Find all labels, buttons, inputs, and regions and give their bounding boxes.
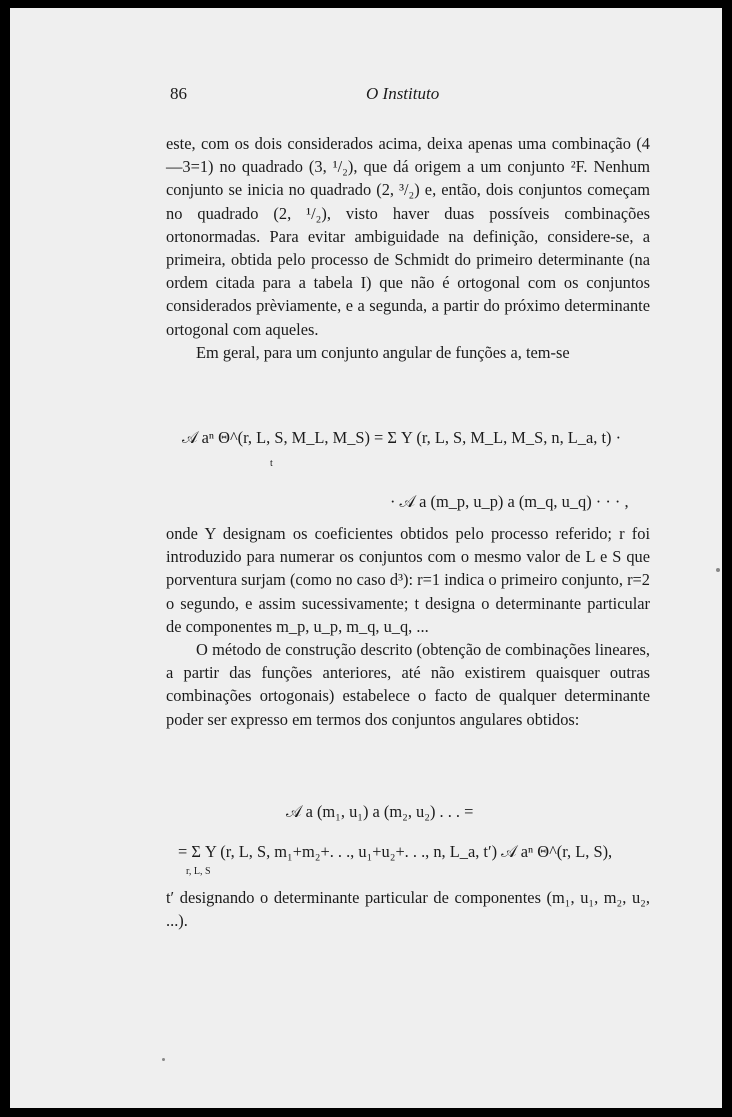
equation-1-sum-index: t [270, 458, 273, 469]
equation-1-line-2: · 𝒜 a (m_p, u_p) a (m_q, u_q) · · · , [390, 492, 629, 511]
paragraph-definitions: onde Y designam os coeficientes obtidos pelo processo referido; r foi introduzido para numerar os conjuntos com o mesmo valor de L e S que porventura surjam (como no caso d³): r=1 indica o primeiro conjunto, r=2 o segundo, e assim sucessivamente; t designa o determinante particular de componentes m_p, u_p, m_q, u_q, ... [166, 524, 650, 636]
equation-2-sum-index: r, L, S [186, 866, 211, 877]
equation-1-line-1: 𝒜 aⁿ Θ^(r, L, S, M_L, M_S) = Σ Y (r, L, S, M_L, M_S, n, L_a, t) · [182, 428, 622, 447]
scan-speck [716, 568, 720, 572]
paragraph-continuation: este, com os dois considerados acima, deixa apenas uma combinação (4—3=1) no quadrado (3, ¹/₂), que dá origem a um conjunto ²F. Nenhum conjunto se inicia no quadrado (2, ³/₂) e, então, dois conjuntos começam no quadrado (2, ¹/₂), visto haver duas possíveis combinações ortonormadas. Para evitar ambiguidade na definição, considere-se, a primeira, obtida pelo processo de Schmidt do primeiro determinante (na ordem citada para a tabela I) que não é ortogonal com os conjuntos considerados prèviamente, e a segunda, a partir do próximo determinante ortogonal com aqueles. [166, 134, 650, 339]
body-text-top [166, 132, 650, 364]
paragraph-closing: t′ designando o determinante particular de componentes (m₁, u₁, m₂, u₂, ...). [166, 888, 650, 931]
paragraph-method: O método de construção descrito (obtenção de combinações lineares, a partir das funções anteriores, até não existirem quaisquer outras combinações ortogonais) estabelece o facto de qualquer determinante poder ser expresso em termos dos conjuntos angulares obtidos: [166, 640, 650, 729]
paragraph-intro: Em geral, para um conjunto angular de funções a, tem-se [196, 342, 570, 362]
running-title: O Instituto [366, 84, 440, 103]
document-page [10, 8, 722, 1108]
page-header [170, 84, 650, 108]
body-text-middle [166, 522, 650, 731]
body-text-bottom [166, 886, 650, 932]
page-number: 86 [170, 84, 187, 103]
scan-speck [162, 1058, 165, 1061]
equation-2-line-1: 𝒜 a (m₁, u₁) a (m₂, u₂) . . . = [286, 802, 474, 821]
equation-2-line-2: = Σ Y (r, L, S, m₁+m₂+. . ., u₁+u₂+. . ., n, L_a, t′) 𝒜 aⁿ Θ^(r, L, S), [178, 842, 613, 861]
